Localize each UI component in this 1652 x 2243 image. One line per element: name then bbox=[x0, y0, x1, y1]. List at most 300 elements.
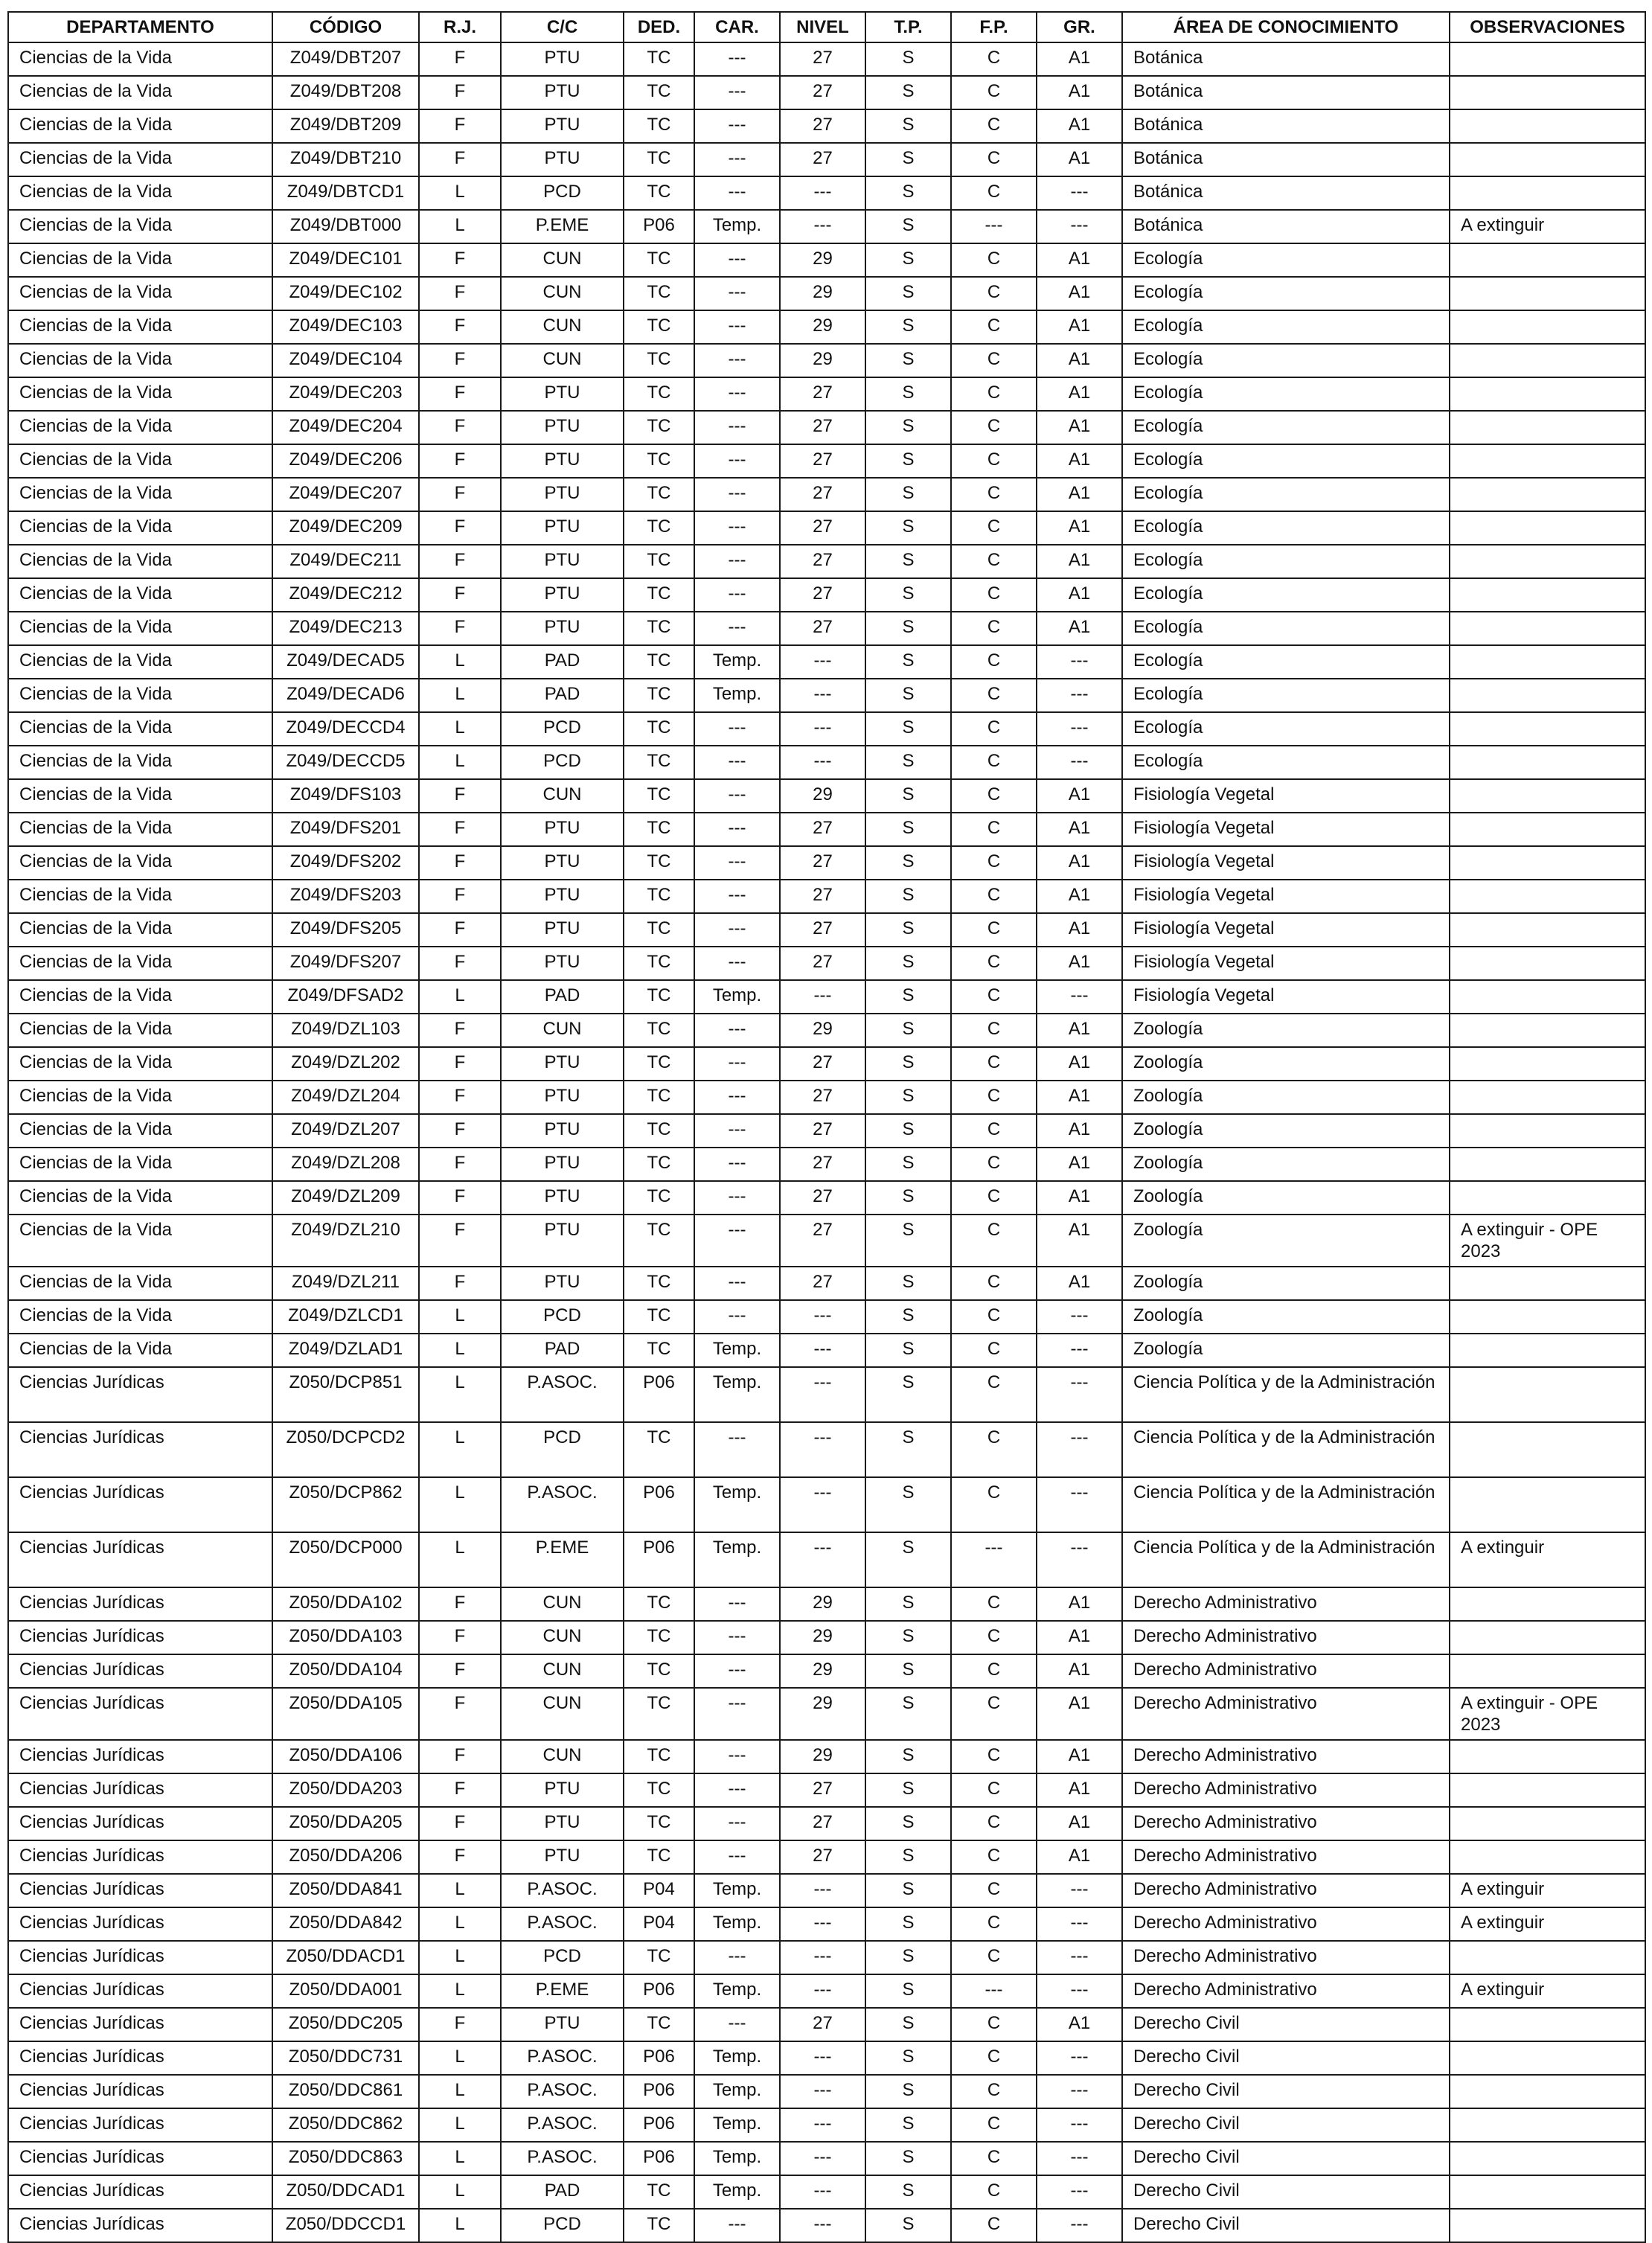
cell-fp: C bbox=[951, 1215, 1037, 1267]
cell-observaciones bbox=[1450, 42, 1645, 76]
cell-codigo: Z049/DZLAD1 bbox=[272, 1334, 419, 1367]
cell-departamento: Ciencias de la Vida bbox=[8, 411, 272, 444]
cell-codigo: Z049/DBT208 bbox=[272, 76, 419, 109]
cell-observaciones: A extinguir bbox=[1450, 1907, 1645, 1941]
cell-car: --- bbox=[694, 377, 780, 411]
cell-cc: PTU bbox=[501, 813, 624, 846]
cell-nivel: --- bbox=[780, 1422, 865, 1477]
cell-ded: TC bbox=[624, 2175, 694, 2209]
cell-area: Derecho Administrativo bbox=[1122, 1807, 1450, 1840]
cell-rj: F bbox=[419, 1215, 501, 1267]
cell-gr: A1 bbox=[1037, 1773, 1122, 1807]
cell-gr: A1 bbox=[1037, 76, 1122, 109]
cell-car: --- bbox=[694, 2209, 780, 2242]
cell-rj: F bbox=[419, 377, 501, 411]
cell-codigo: Z050/DCPCD2 bbox=[272, 1422, 419, 1477]
cell-departamento: Ciencias Jurídicas bbox=[8, 1807, 272, 1840]
cell-departamento: Ciencias Jurídicas bbox=[8, 2041, 272, 2075]
cell-rj: L bbox=[419, 980, 501, 1014]
cell-codigo: Z049/DFS201 bbox=[272, 813, 419, 846]
cell-observaciones bbox=[1450, 1477, 1645, 1532]
cell-car: Temp. bbox=[694, 679, 780, 712]
cell-nivel: --- bbox=[780, 176, 865, 210]
table-row bbox=[8, 377, 1645, 411]
cell-departamento: Ciencias Jurídicas bbox=[8, 1773, 272, 1807]
cell-area: Derecho Civil bbox=[1122, 2142, 1450, 2175]
cell-rj: L bbox=[419, 2209, 501, 2242]
cell-area: Ecología bbox=[1122, 679, 1450, 712]
cell-area: Ecología bbox=[1122, 411, 1450, 444]
cell-codigo: Z049/DZL103 bbox=[272, 1014, 419, 1047]
cell-departamento: Ciencias Jurídicas bbox=[8, 2075, 272, 2108]
cell-departamento: Ciencias de la Vida bbox=[8, 444, 272, 478]
cell-rj: L bbox=[419, 2108, 501, 2142]
cell-departamento: Ciencias Jurídicas bbox=[8, 1532, 272, 1587]
cell-gr: A1 bbox=[1037, 277, 1122, 310]
cell-cc: PTU bbox=[501, 478, 624, 511]
cell-area: Ecología bbox=[1122, 277, 1450, 310]
column-header-ded: DED. bbox=[624, 12, 694, 42]
cell-cc: PTU bbox=[501, 880, 624, 913]
cell-car: Temp. bbox=[694, 1874, 780, 1907]
cell-car: --- bbox=[694, 444, 780, 478]
cell-car: --- bbox=[694, 1081, 780, 1114]
cell-tp: S bbox=[865, 578, 951, 612]
cell-cc: PAD bbox=[501, 980, 624, 1014]
cell-rj: F bbox=[419, 913, 501, 947]
cell-cc: PTU bbox=[501, 76, 624, 109]
cell-observaciones: A extinguir bbox=[1450, 1974, 1645, 2008]
cell-tp: S bbox=[865, 779, 951, 813]
cell-gr: A1 bbox=[1037, 947, 1122, 980]
cell-nivel: --- bbox=[780, 679, 865, 712]
cell-area: Ciencia Política y de la Administración bbox=[1122, 1532, 1450, 1587]
cell-cc: P.ASOC. bbox=[501, 1367, 624, 1422]
cell-departamento: Ciencias Jurídicas bbox=[8, 1974, 272, 2008]
table-row bbox=[8, 1740, 1645, 1773]
cell-codigo: Z050/DDA841 bbox=[272, 1874, 419, 1907]
table-row bbox=[8, 746, 1645, 779]
cell-rj: F bbox=[419, 578, 501, 612]
cell-rj: L bbox=[419, 2175, 501, 2209]
cell-codigo: Z050/DDACD1 bbox=[272, 1941, 419, 1974]
cell-tp: S bbox=[865, 1773, 951, 1807]
cell-departamento: Ciencias de la Vida bbox=[8, 980, 272, 1014]
cell-codigo: Z049/DEC211 bbox=[272, 545, 419, 578]
cell-rj: F bbox=[419, 42, 501, 76]
cell-cc: P.EME bbox=[501, 1532, 624, 1587]
cell-cc: PTU bbox=[501, 1081, 624, 1114]
cell-observaciones bbox=[1450, 2209, 1645, 2242]
cell-observaciones bbox=[1450, 2175, 1645, 2209]
cell-observaciones bbox=[1450, 679, 1645, 712]
cell-car: --- bbox=[694, 2008, 780, 2041]
table-row bbox=[8, 880, 1645, 913]
cell-car: --- bbox=[694, 846, 780, 880]
cell-observaciones bbox=[1450, 1181, 1645, 1215]
cell-observaciones bbox=[1450, 176, 1645, 210]
cell-ded: TC bbox=[624, 1014, 694, 1047]
cell-gr: A1 bbox=[1037, 1267, 1122, 1300]
table-row bbox=[8, 310, 1645, 344]
cell-fp: C bbox=[951, 1773, 1037, 1807]
cell-observaciones bbox=[1450, 377, 1645, 411]
cell-departamento: Ciencias de la Vida bbox=[8, 344, 272, 377]
cell-cc: PTU bbox=[501, 846, 624, 880]
cell-codigo: Z050/DDC863 bbox=[272, 2142, 419, 2175]
cell-area: Ecología bbox=[1122, 511, 1450, 545]
table-row bbox=[8, 1334, 1645, 1367]
cell-codigo: Z050/DDA842 bbox=[272, 1907, 419, 1941]
cell-fp: C bbox=[951, 779, 1037, 813]
cell-gr: A1 bbox=[1037, 1840, 1122, 1874]
table-row bbox=[8, 846, 1645, 880]
table-row bbox=[8, 1773, 1645, 1807]
cell-departamento: Ciencias de la Vida bbox=[8, 511, 272, 545]
cell-cc: P.ASOC. bbox=[501, 1874, 624, 1907]
cell-nivel: 27 bbox=[780, 913, 865, 947]
cell-tp: S bbox=[865, 1367, 951, 1422]
cell-nivel: 27 bbox=[780, 377, 865, 411]
cell-observaciones bbox=[1450, 109, 1645, 143]
cell-rj: F bbox=[419, 243, 501, 277]
cell-nivel: 27 bbox=[780, 1215, 865, 1267]
cell-area: Fisiología Vegetal bbox=[1122, 980, 1450, 1014]
cell-nivel: --- bbox=[780, 2209, 865, 2242]
table-row bbox=[8, 2075, 1645, 2108]
positions-table-sheet bbox=[7, 11, 1645, 2243]
cell-area: Derecho Administrativo bbox=[1122, 1740, 1450, 1773]
cell-car: --- bbox=[694, 1807, 780, 1840]
cell-codigo: Z049/DEC207 bbox=[272, 478, 419, 511]
cell-car: Temp. bbox=[694, 1334, 780, 1367]
cell-departamento: Ciencias de la Vida bbox=[8, 1300, 272, 1334]
cell-codigo: Z049/DFS207 bbox=[272, 947, 419, 980]
table-row bbox=[8, 712, 1645, 746]
cell-observaciones bbox=[1450, 846, 1645, 880]
cell-observaciones bbox=[1450, 1773, 1645, 1807]
cell-car: --- bbox=[694, 712, 780, 746]
cell-gr: A1 bbox=[1037, 377, 1122, 411]
cell-tp: S bbox=[865, 1807, 951, 1840]
cell-fp: C bbox=[951, 1874, 1037, 1907]
cell-rj: F bbox=[419, 344, 501, 377]
cell-codigo: Z049/DZL211 bbox=[272, 1267, 419, 1300]
cell-fp: C bbox=[951, 679, 1037, 712]
cell-cc: CUN bbox=[501, 779, 624, 813]
cell-fp: C bbox=[951, 1181, 1037, 1215]
cell-codigo: Z049/DEC206 bbox=[272, 444, 419, 478]
cell-cc: PTU bbox=[501, 444, 624, 478]
table-row bbox=[8, 1907, 1645, 1941]
cell-departamento: Ciencias Jurídicas bbox=[8, 2008, 272, 2041]
cell-gr: --- bbox=[1037, 2108, 1122, 2142]
cell-cc: P.ASOC. bbox=[501, 2108, 624, 2142]
cell-cc: PTU bbox=[501, 612, 624, 645]
cell-nivel: 27 bbox=[780, 545, 865, 578]
cell-observaciones bbox=[1450, 444, 1645, 478]
cell-gr: --- bbox=[1037, 1941, 1122, 1974]
cell-ded: TC bbox=[624, 1807, 694, 1840]
cell-cc: PTU bbox=[501, 1840, 624, 1874]
cell-nivel: 27 bbox=[780, 846, 865, 880]
cell-fp: C bbox=[951, 2142, 1037, 2175]
table-row bbox=[8, 1081, 1645, 1114]
cell-ded: TC bbox=[624, 679, 694, 712]
header-row bbox=[8, 12, 1645, 42]
cell-cc: PAD bbox=[501, 645, 624, 679]
cell-gr: A1 bbox=[1037, 1587, 1122, 1621]
cell-car: --- bbox=[694, 1688, 780, 1740]
cell-gr: --- bbox=[1037, 210, 1122, 243]
cell-codigo: Z049/DEC104 bbox=[272, 344, 419, 377]
cell-gr: --- bbox=[1037, 2142, 1122, 2175]
cell-rj: F bbox=[419, 444, 501, 478]
table-row bbox=[8, 1621, 1645, 1654]
cell-codigo: Z049/DBT210 bbox=[272, 143, 419, 176]
cell-ded: P06 bbox=[624, 1974, 694, 2008]
cell-fp: --- bbox=[951, 210, 1037, 243]
cell-codigo: Z049/DZL208 bbox=[272, 1148, 419, 1181]
cell-cc: PTU bbox=[501, 947, 624, 980]
cell-tp: S bbox=[865, 1688, 951, 1740]
cell-nivel: 29 bbox=[780, 779, 865, 813]
cell-rj: F bbox=[419, 1047, 501, 1081]
cell-area: Derecho Civil bbox=[1122, 2108, 1450, 2142]
cell-tp: S bbox=[865, 310, 951, 344]
cell-area: Derecho Civil bbox=[1122, 2209, 1450, 2242]
cell-area: Zoología bbox=[1122, 1047, 1450, 1081]
cell-tp: S bbox=[865, 76, 951, 109]
cell-gr: A1 bbox=[1037, 846, 1122, 880]
cell-rj: F bbox=[419, 1740, 501, 1773]
cell-rj: F bbox=[419, 813, 501, 846]
cell-area: Zoología bbox=[1122, 1081, 1450, 1114]
cell-cc: PTU bbox=[501, 545, 624, 578]
cell-gr: --- bbox=[1037, 1532, 1122, 1587]
cell-area: Zoología bbox=[1122, 1114, 1450, 1148]
cell-tp: S bbox=[865, 1532, 951, 1587]
cell-tp: S bbox=[865, 243, 951, 277]
cell-rj: F bbox=[419, 109, 501, 143]
cell-cc: PCD bbox=[501, 2209, 624, 2242]
cell-car: --- bbox=[694, 1181, 780, 1215]
cell-area: Fisiología Vegetal bbox=[1122, 913, 1450, 947]
cell-codigo: Z049/DBTCD1 bbox=[272, 176, 419, 210]
cell-gr: --- bbox=[1037, 2075, 1122, 2108]
cell-fp: C bbox=[951, 1907, 1037, 1941]
cell-cc: CUN bbox=[501, 310, 624, 344]
table-row bbox=[8, 1840, 1645, 1874]
cell-tp: S bbox=[865, 1014, 951, 1047]
cell-observaciones bbox=[1450, 1334, 1645, 1367]
cell-codigo: Z049/DEC103 bbox=[272, 310, 419, 344]
cell-codigo: Z049/DBT209 bbox=[272, 109, 419, 143]
cell-car: --- bbox=[694, 42, 780, 76]
cell-car: --- bbox=[694, 1114, 780, 1148]
cell-ded: TC bbox=[624, 1621, 694, 1654]
cell-tp: S bbox=[865, 1941, 951, 1974]
cell-area: Ecología bbox=[1122, 478, 1450, 511]
cell-tp: S bbox=[865, 1477, 951, 1532]
cell-departamento: Ciencias Jurídicas bbox=[8, 1874, 272, 1907]
cell-area: Derecho Administrativo bbox=[1122, 1587, 1450, 1621]
cell-nivel: --- bbox=[780, 2041, 865, 2075]
cell-tp: S bbox=[865, 2008, 951, 2041]
cell-tp: S bbox=[865, 2175, 951, 2209]
cell-area: Fisiología Vegetal bbox=[1122, 880, 1450, 913]
cell-cc: PTU bbox=[501, 1773, 624, 1807]
cell-area: Derecho Administrativo bbox=[1122, 1654, 1450, 1688]
cell-departamento: Ciencias de la Vida bbox=[8, 1014, 272, 1047]
cell-rj: F bbox=[419, 1840, 501, 1874]
cell-observaciones bbox=[1450, 1267, 1645, 1300]
cell-area: Derecho Administrativo bbox=[1122, 1840, 1450, 1874]
cell-car: Temp. bbox=[694, 1974, 780, 2008]
cell-area: Derecho Civil bbox=[1122, 2175, 1450, 2209]
cell-fp: C bbox=[951, 310, 1037, 344]
cell-departamento: Ciencias de la Vida bbox=[8, 210, 272, 243]
cell-cc: PTU bbox=[501, 1148, 624, 1181]
cell-departamento: Ciencias de la Vida bbox=[8, 310, 272, 344]
cell-ded: TC bbox=[624, 1148, 694, 1181]
cell-car: --- bbox=[694, 1621, 780, 1654]
cell-codigo: Z049/DEC209 bbox=[272, 511, 419, 545]
cell-area: Ecología bbox=[1122, 578, 1450, 612]
cell-area: Botánica bbox=[1122, 210, 1450, 243]
cell-fp: C bbox=[951, 1621, 1037, 1654]
cell-nivel: 27 bbox=[780, 1267, 865, 1300]
cell-gr: A1 bbox=[1037, 411, 1122, 444]
cell-fp: C bbox=[951, 2108, 1037, 2142]
cell-ded: TC bbox=[624, 109, 694, 143]
cell-departamento: Ciencias de la Vida bbox=[8, 1334, 272, 1367]
cell-observaciones: A extinguir bbox=[1450, 1874, 1645, 1907]
table-row bbox=[8, 779, 1645, 813]
cell-rj: L bbox=[419, 1532, 501, 1587]
cell-nivel: 27 bbox=[780, 1047, 865, 1081]
cell-gr: --- bbox=[1037, 980, 1122, 1014]
cell-observaciones bbox=[1450, 1587, 1645, 1621]
cell-rj: F bbox=[419, 76, 501, 109]
cell-codigo: Z050/DCP851 bbox=[272, 1367, 419, 1422]
cell-codigo: Z049/DECCD5 bbox=[272, 746, 419, 779]
cell-cc: PCD bbox=[501, 712, 624, 746]
cell-ded: TC bbox=[624, 1114, 694, 1148]
cell-cc: PTU bbox=[501, 377, 624, 411]
cell-nivel: 27 bbox=[780, 1081, 865, 1114]
cell-departamento: Ciencias Jurídicas bbox=[8, 2142, 272, 2175]
table-row bbox=[8, 1477, 1645, 1532]
cell-area: Derecho Administrativo bbox=[1122, 1907, 1450, 1941]
cell-observaciones bbox=[1450, 612, 1645, 645]
cell-fp: C bbox=[951, 143, 1037, 176]
cell-nivel: 27 bbox=[780, 1840, 865, 1874]
cell-area: Botánica bbox=[1122, 109, 1450, 143]
cell-departamento: Ciencias Jurídicas bbox=[8, 2209, 272, 2242]
cell-ded: TC bbox=[624, 478, 694, 511]
cell-car: Temp. bbox=[694, 1907, 780, 1941]
cell-rj: L bbox=[419, 1300, 501, 1334]
cell-gr: A1 bbox=[1037, 1081, 1122, 1114]
cell-observaciones: A extinguir - OPE 2023 bbox=[1450, 1215, 1645, 1267]
cell-ded: P06 bbox=[624, 1367, 694, 1422]
cell-fp: C bbox=[951, 1367, 1037, 1422]
cell-area: Ecología bbox=[1122, 545, 1450, 578]
cell-car: --- bbox=[694, 243, 780, 277]
cell-fp: C bbox=[951, 2008, 1037, 2041]
cell-tp: S bbox=[865, 1081, 951, 1114]
cell-observaciones bbox=[1450, 2008, 1645, 2041]
cell-ded: TC bbox=[624, 578, 694, 612]
cell-cc: P.EME bbox=[501, 1974, 624, 2008]
cell-codigo: Z050/DDCAD1 bbox=[272, 2175, 419, 2209]
cell-gr: A1 bbox=[1037, 779, 1122, 813]
cell-nivel: --- bbox=[780, 2142, 865, 2175]
cell-cc: PTU bbox=[501, 1267, 624, 1300]
cell-rj: L bbox=[419, 1334, 501, 1367]
cell-codigo: Z049/DEC213 bbox=[272, 612, 419, 645]
cell-tp: S bbox=[865, 1907, 951, 1941]
cell-area: Ecología bbox=[1122, 310, 1450, 344]
cell-codigo: Z049/DZL204 bbox=[272, 1081, 419, 1114]
column-header-nivel: NIVEL bbox=[780, 12, 865, 42]
cell-fp: C bbox=[951, 2175, 1037, 2209]
cell-ded: TC bbox=[624, 746, 694, 779]
table-row bbox=[8, 2175, 1645, 2209]
cell-departamento: Ciencias de la Vida bbox=[8, 1148, 272, 1181]
cell-observaciones bbox=[1450, 1014, 1645, 1047]
cell-cc: PTU bbox=[501, 1807, 624, 1840]
cell-fp: C bbox=[951, 1587, 1037, 1621]
cell-gr: --- bbox=[1037, 2209, 1122, 2242]
cell-observaciones bbox=[1450, 1148, 1645, 1181]
cell-tp: S bbox=[865, 444, 951, 478]
cell-codigo: Z050/DDA103 bbox=[272, 1621, 419, 1654]
cell-rj: L bbox=[419, 712, 501, 746]
cell-area: Botánica bbox=[1122, 176, 1450, 210]
cell-gr: A1 bbox=[1037, 2008, 1122, 2041]
cell-departamento: Ciencias de la Vida bbox=[8, 176, 272, 210]
cell-tp: S bbox=[865, 1047, 951, 1081]
cell-area: Ecología bbox=[1122, 377, 1450, 411]
cell-observaciones: A extinguir bbox=[1450, 210, 1645, 243]
cell-car: --- bbox=[694, 612, 780, 645]
cell-departamento: Ciencias de la Vida bbox=[8, 1047, 272, 1081]
table-row bbox=[8, 612, 1645, 645]
cell-nivel: 29 bbox=[780, 1621, 865, 1654]
cell-tp: S bbox=[865, 2108, 951, 2142]
cell-car: --- bbox=[694, 1941, 780, 1974]
cell-area: Ecología bbox=[1122, 344, 1450, 377]
cell-nivel: 27 bbox=[780, 880, 865, 913]
cell-area: Botánica bbox=[1122, 42, 1450, 76]
cell-observaciones bbox=[1450, 1114, 1645, 1148]
cell-observaciones bbox=[1450, 511, 1645, 545]
cell-codigo: Z050/DDA105 bbox=[272, 1688, 419, 1740]
cell-observaciones bbox=[1450, 277, 1645, 310]
cell-tp: S bbox=[865, 1114, 951, 1148]
cell-departamento: Ciencias de la Vida bbox=[8, 1181, 272, 1215]
cell-ded: P06 bbox=[624, 210, 694, 243]
cell-ded: TC bbox=[624, 880, 694, 913]
cell-area: Derecho Civil bbox=[1122, 2041, 1450, 2075]
cell-tp: S bbox=[865, 980, 951, 1014]
table-row bbox=[8, 1014, 1645, 1047]
cell-codigo: Z050/DDA102 bbox=[272, 1587, 419, 1621]
cell-nivel: 27 bbox=[780, 578, 865, 612]
cell-fp: C bbox=[951, 612, 1037, 645]
